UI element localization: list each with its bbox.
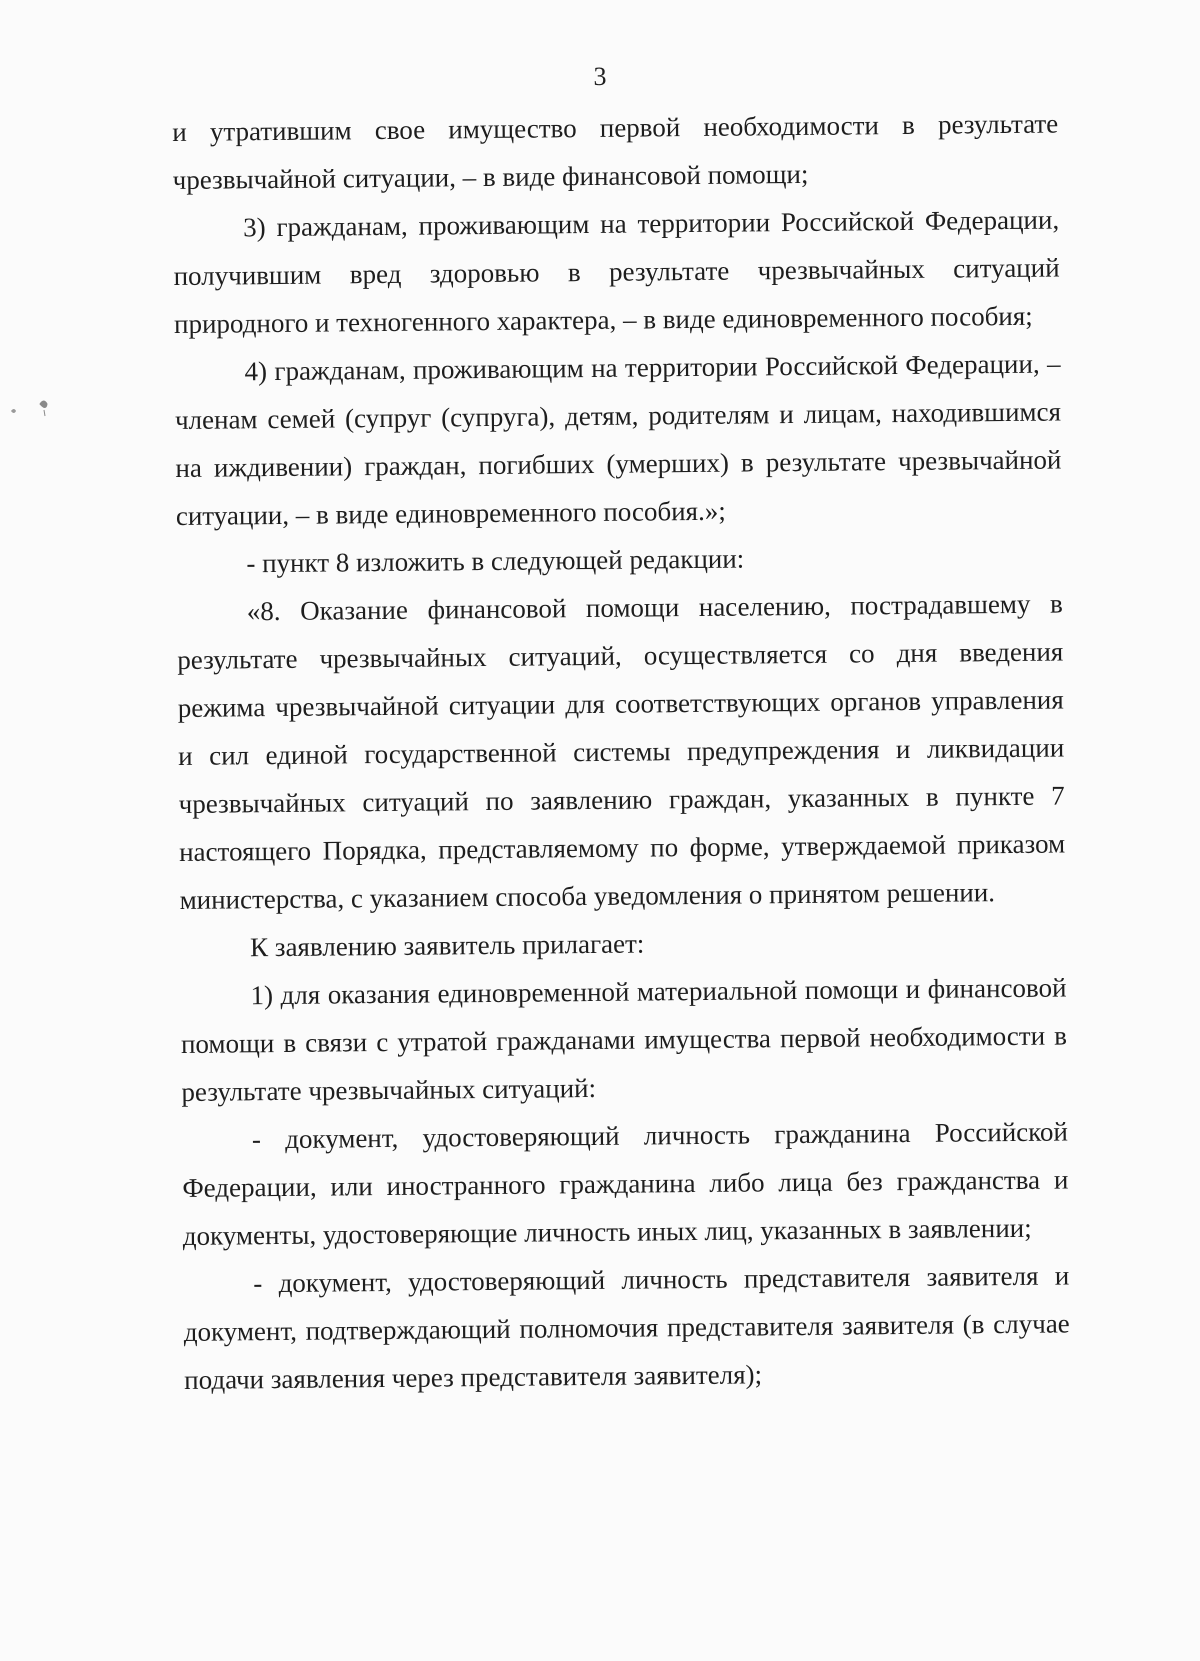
paragraph-6: К заявлению заявитель прилагает: (249, 928, 645, 963)
paragraph-9: - документ, удостоверяющий личность представителя заявителя и документ, подтверждающий полномочия представителя заявителя (в случае подачи заявления через представителя заявителя); (183, 1260, 1070, 1395)
paragraph-1: и утратившим свое имущество первой необходимости в результате чрезвычайной ситуации, – в виде финансовой помощи; (172, 108, 1059, 195)
paragraph-2: 3) гражданам, проживающим на территории Российской Федерации, получившим вред здоровью в результате чрезвычайных ситуаций природного и техногенного характера, – в виде единовременного пособия; (173, 204, 1060, 339)
page-number: 3 (593, 62, 607, 91)
document-body (172, 99, 1070, 1403)
paragraph-5: «8. Оказание финансовой помощи населению, пострадавшему в результате чрезвычайных ситуаций, осуществляется со дня введения режима чрезвычайной ситуации для соответствующих органов управления и сил единой государственной системы предупреждения и ликвидации чрезвычайных ситуаций по заявлению граждан, указанных в пункте 7 настоящего Порядка, представляемому по форме, утверждаемой приказом министерства, с указанием способа уведомления о принятом решении. (177, 588, 1066, 915)
scan-speck-marks (8, 396, 58, 420)
paragraph-7: 1) для оказания единовременной материальной помощи и финансовой помощи в связи с утратой гражданами имущества первой необходимости в результате чрезвычайных ситуаций: (180, 972, 1068, 1107)
paragraph-3: 4) гражданам, проживающим на территории Российской Федерации, – членам семей (супруг (супруга), детям, родителям и лицам, находившимся на иждивении) граждан, погибших (умерших) в результате чрезвычайной ситуации, – в виде единовременного пособия.»; (174, 348, 1062, 531)
paragraph-4: - пункт 8 изложить в следующей редакции: (246, 543, 745, 579)
paragraph-8: - документ, удостоверяющий личность гражданина Российской Федерации, или иностранного гражданина либо лица без гражданства и документы, удостоверяющие личность иных лиц, указанных в заявлении; (182, 1116, 1069, 1251)
